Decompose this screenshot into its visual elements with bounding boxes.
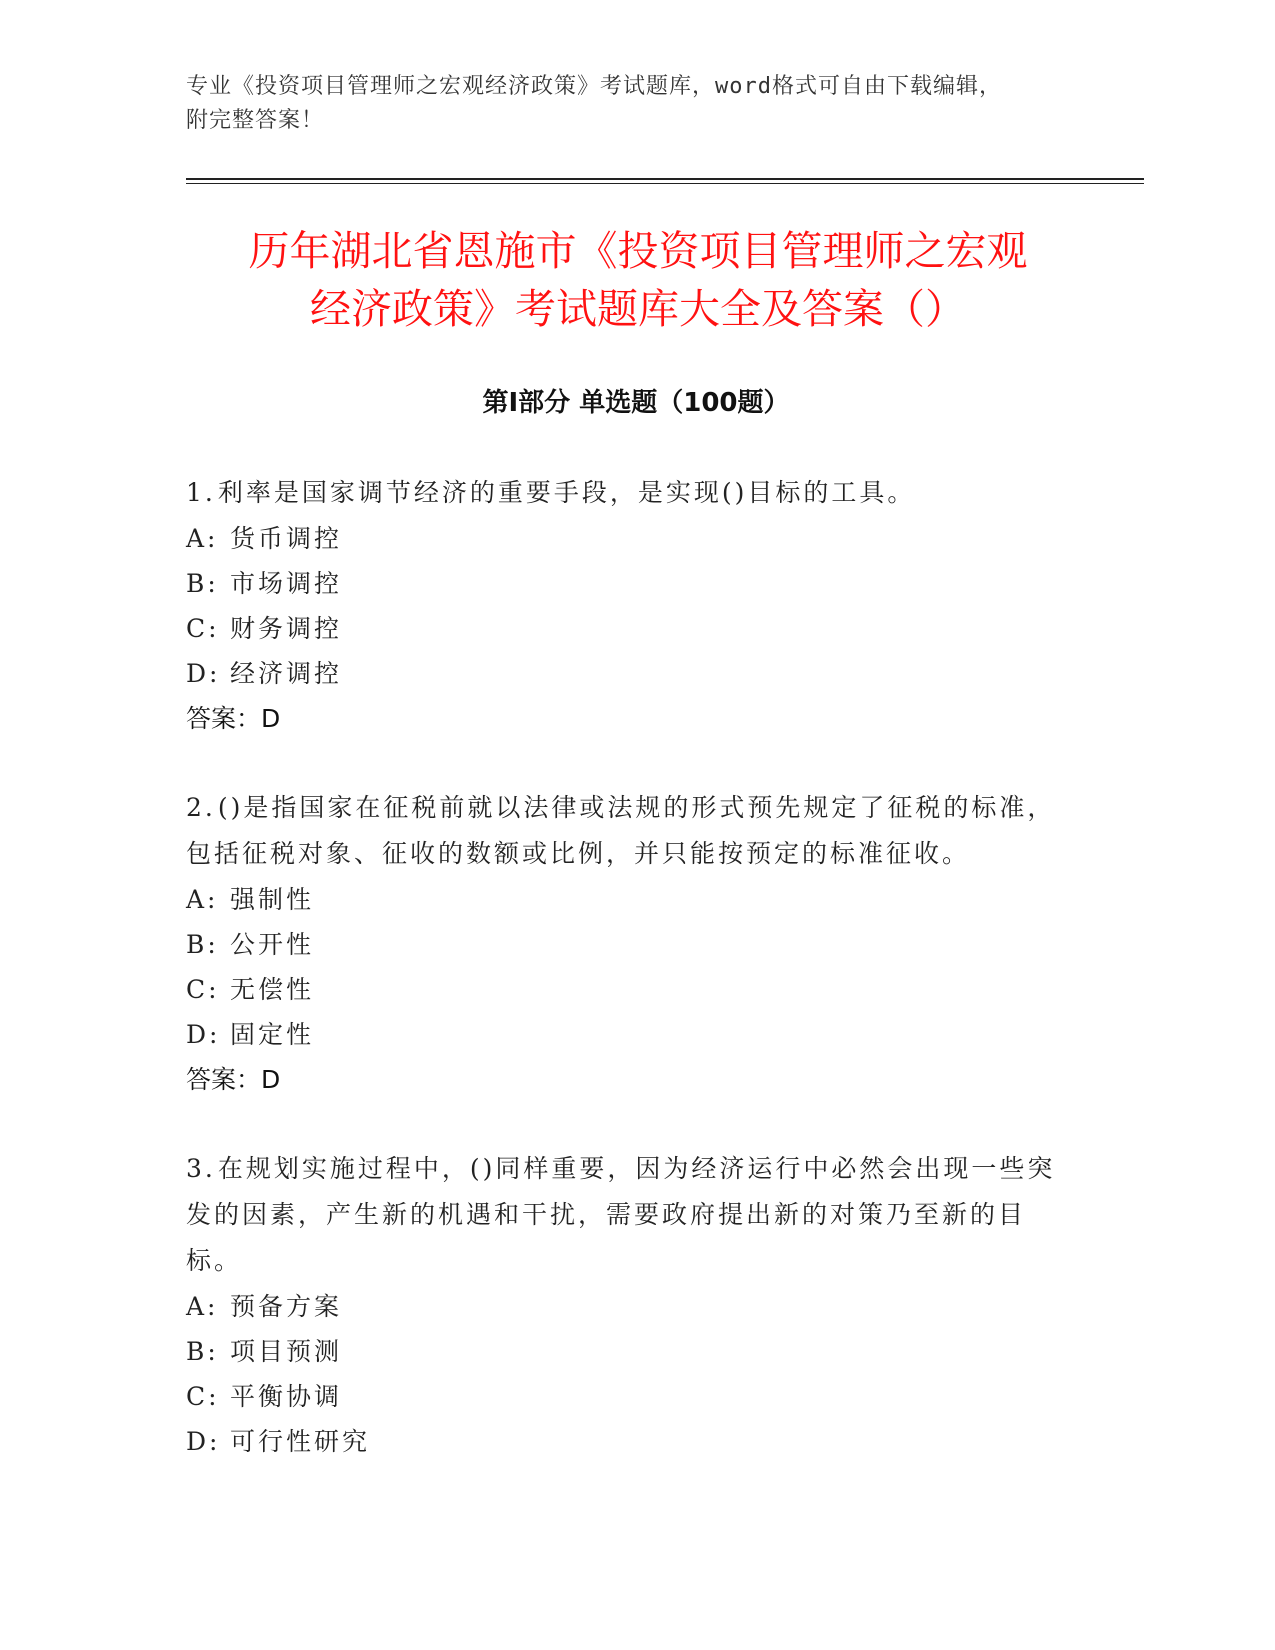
header-note-line-1: 专业《投资项目管理师之宏观经济政策》考试题库，word格式可自由下载编辑，	[186, 74, 1002, 99]
answer-value: D	[261, 704, 281, 733]
question-item	[186, 470, 1066, 741]
option-letter: B:	[186, 569, 219, 598]
option-text: 财务调控	[230, 614, 343, 643]
option-text: 货币调控	[230, 524, 343, 553]
option-text: 可行性研究	[230, 1427, 371, 1456]
document-title	[186, 222, 1090, 338]
question-list	[186, 470, 1066, 1508]
section-heading: 第Ⅰ部分 单选题（100题）	[482, 388, 790, 418]
question-text: 在规划实施过程中，()同样重要，因为经济运行中必然会出现一些突发的因素，产生新的机遇和干扰，需要政府提出新的对策乃至新的目标。	[186, 1154, 1056, 1275]
answer-option	[186, 606, 1066, 651]
answer-key	[186, 696, 1066, 741]
option-letter: A:	[186, 524, 219, 553]
question-item	[186, 785, 1066, 1102]
header-note	[186, 70, 1086, 138]
question-number: 2.	[186, 793, 216, 822]
option-letter: D:	[186, 1427, 221, 1456]
question-number: 1.	[186, 478, 216, 507]
option-text: 强制性	[230, 885, 315, 914]
document-title-line-2: 经济政策》考试题库大全及答案（）	[310, 285, 966, 333]
question-stem	[186, 785, 1066, 877]
option-text: 固定性	[230, 1020, 315, 1049]
header-divider-thick	[186, 178, 1144, 180]
answer-option	[186, 1374, 1066, 1419]
option-text: 平衡协调	[230, 1382, 343, 1411]
option-text: 预备方案	[230, 1292, 343, 1321]
answer-option	[186, 1329, 1066, 1374]
answer-option	[186, 651, 1066, 696]
answer-option	[186, 1419, 1066, 1464]
answer-value: D	[261, 1065, 281, 1094]
document-title-line-1: 历年湖北省恩施市《投资项目管理师之宏观	[248, 227, 1028, 275]
answer-option	[186, 967, 1066, 1012]
option-letter: D:	[186, 659, 221, 688]
option-letter: C:	[186, 614, 220, 643]
answer-option	[186, 877, 1066, 922]
question-text: 利率是国家调节经济的重要手段，是实现()目标的工具。	[217, 478, 916, 507]
header-divider-thin	[186, 183, 1144, 184]
option-letter: D:	[186, 1020, 221, 1049]
answer-option	[186, 516, 1066, 561]
question-stem	[186, 1146, 1066, 1284]
answer-option	[186, 1012, 1066, 1057]
option-letter: B:	[186, 1337, 219, 1366]
option-text: 项目预测	[230, 1337, 343, 1366]
answer-option	[186, 922, 1066, 967]
option-letter: A:	[186, 1292, 219, 1321]
question-text: ()是指国家在征税前就以法律或法规的形式预先规定了征税的标准，包括征税对象、征收的数额或比例，并只能按预定的标准征收。	[186, 793, 1056, 868]
option-text: 经济调控	[230, 659, 343, 688]
answer-key	[186, 1057, 1066, 1102]
option-letter: C:	[186, 1382, 220, 1411]
option-text: 市场调控	[230, 569, 343, 598]
question-item	[186, 1146, 1066, 1464]
answer-option	[186, 1284, 1066, 1329]
question-stem	[186, 470, 1066, 516]
option-text: 公开性	[230, 930, 315, 959]
header-note-line-2: 附完整答案！	[186, 108, 325, 133]
answer-label: 答案：	[186, 704, 262, 733]
answer-label: 答案：	[186, 1065, 262, 1094]
option-letter: C:	[186, 975, 220, 1004]
question-number: 3.	[186, 1154, 216, 1183]
option-letter: B:	[186, 930, 219, 959]
answer-option	[186, 561, 1066, 606]
option-letter: A:	[186, 885, 219, 914]
option-text: 无偿性	[230, 975, 315, 1004]
